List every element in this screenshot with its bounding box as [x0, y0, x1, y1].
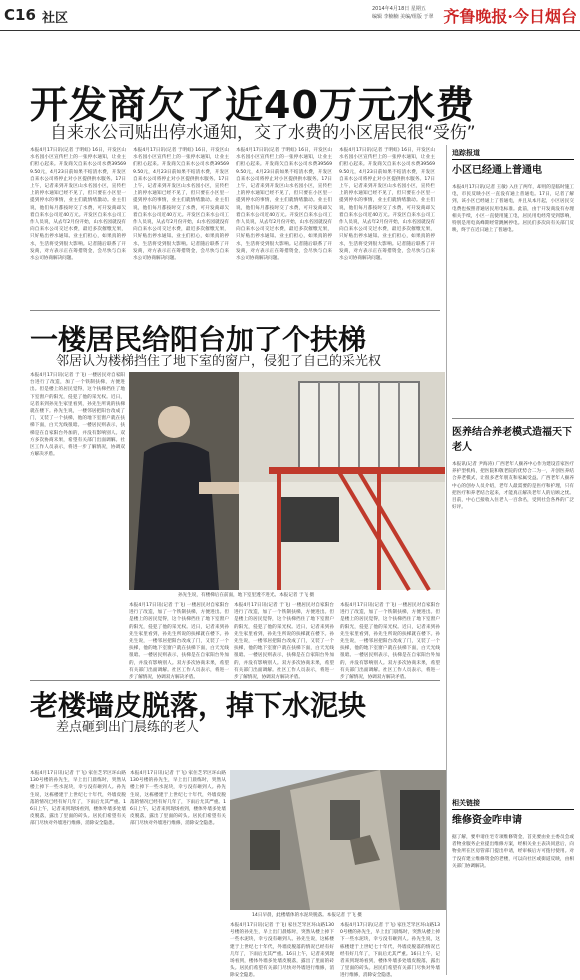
sidebar1 [452, 148, 574, 429]
story1-headline: 开发商欠了近40万元水费 [30, 83, 475, 127]
story2-body-col2: 本报4月17日讯(记者 于飞) 一楼居民对自家阳台进行了改造，加了一个铁制扶梯，方便进出。但是楼上的居民觉得，这个扶梯挡住了地下室窗户的阳光，侵犯了他的采光权。近日，记者来到孙先生家里看到，孙先生所说的扶梯就在楼下。孙先生说，一楼邻居把阳台改成了门，又装了一个扶梯，他的地下室窗户就在扶梯下面，白天光线很暗。一楼居民则表示，扶梯是在自家阳台外加的，并没有影响别人。双方多次协商未果，希望有关部门出面调解。社区工作人员表示，将进一步了解情况，协调双方解决矛盾。 [129, 603, 229, 681]
sidebar2-title: 医养结合养老模式造福天下老人 [452, 427, 572, 453]
story1-body-col4: 本报4月17日讯(记者 于明虹) 16日，开发区山水名园小区宣传栏上的一张停水通知，让业主们担心起来。开发商欠自来水公司水费395699.50元，4月23日前如果不结清水费，开发区自来水公司将停止对小区提供供水服务。17日上午，记者来到开发区山水名园小区，宣传栏上的停水通知已经不见了，但只要在小区里一提到停水的事情，业主们就情绪激动。业主们说，他们每月都按时交了水费，可开发商却欠着自来水公司近40万元。开发区自来水公司工作人员说，从去年2月份开始，山水名园就没有向自来水公司交过水费，最近多次催缴无果，只好贴出停水通知。业主们担心，如果真的停水，生活将受到很大影响。记者随后联系了开发商，对方表示正在筹措资金，会尽快与自来水公司协商解决问题。 [339, 148, 435, 262]
story2-body-col1: 本报4月17日讯(记者 于飞) 一楼居民对自家阳台进行了改造，加了一个铁制扶梯，方便进出。但是楼上的居民觉得，这个扶梯挡住了地下室窗户的阳光，侵犯了他的采光权。近日，记者来到孙先生家里看到，孙先生所说的扶梯就在楼下。孙先生说，一楼邻居把阳台改成了门，又装了一个扶梯，他的地下室窗户就在扶梯下面，白天光线很暗。一楼居民则表示，扶梯是在自家阳台外加的，并没有影响别人。双方多次协商未果，希望有关部门出面调解。社区工作人员表示，将进一步了解情况，协调双方解决矛盾。 [30, 373, 125, 458]
sidebar3-title: 维修资金咋申请 [452, 815, 522, 826]
section-name: 社区 [42, 11, 69, 26]
story1-body-col2: 本报4月17日讯(记者 于明虹) 16日，开发区山水名园小区宣传栏上的一张停水通知，让业主们担心起来。开发商欠自来水公司水费395699.50元，4月23日前如果不结清水费，开发区自来水公司将停止对小区提供供水服务。17日上午，记者来到开发区山水名园小区，宣传栏上的停水通知已经不见了，但只要在小区里一提到停水的事情，业主们就情绪激动。业主们说，他们每月都按时交了水费，可开发商却欠着自来水公司近40万元。开发区自来水公司工作人员说，从去年2月份开始，山水名园就没有向自来水公司交过水费，最近多次催缴无果，只好贴出停水通知。业主们担心，如果真的停水，生活将受到很大影响。记者随后联系了开发商，对方表示正在筹措资金，会尽快与自来水公司协商解决问题。 [133, 148, 229, 262]
story3-subhead: 差点砸到出门晨练的老人 [56, 720, 200, 735]
story3-photo [230, 770, 446, 910]
story2-caption: 孙先生说，有楼梯后在前面，地下室里透不进光。本报记者 于飞 摄 [178, 593, 315, 598]
date-line: 2014年4月18日 星期五 [372, 6, 426, 12]
sidebar2-rule [452, 418, 574, 419]
page-number: C16 [4, 6, 36, 24]
sidebar1-tag: 追踪报道 [452, 148, 574, 160]
story2-body-col4: 本报4月17日讯(记者 于飞) 一楼居民对自家阳台进行了改造，加了一个铁制扶梯，方便进出。但是楼上的居民觉得，这个扶梯挡住了地下室窗户的阳光，侵犯了他的采光权。近日，记者来到孙先生家里看到，孙先生所说的扶梯就在楼下。孙先生说，一楼邻居把阳台改成了门，又装了一个扶梯，他的地下室窗户就在扶梯下面，白天光线很暗。一楼居民则表示，扶梯是在自家阳台外加的，并没有影响别人。双方多次协商未果，希望有关部门出面调解。社区工作人员表示，将进一步了解情况，协调双方解决矛盾。 [340, 603, 440, 681]
story3-rule [30, 680, 440, 681]
sidebar3-body: 据了解，要申请住宅专项维修资金，首先要由业主委员会或者物业服务企业提出维修方案，经相关业主表决同意后，向物业所在区房管部门提出申请，经审核后方可拨付使用。对于没有建立维修资金的老楼，可以向社区或街道反映，由相关部门协调解决。 [452, 835, 574, 869]
sidebar3-tag: 相关链接 [452, 798, 574, 810]
column-divider [446, 145, 447, 975]
newspaper-logo: 齐鲁晚报·今日烟台 [443, 7, 577, 26]
sidebar1-title: 小区已经通上普通电 [452, 165, 542, 176]
sidebar2 [452, 425, 574, 746]
story3-body-col1: 本报4月17日讯(记者 于飞) 家住芝罘区环山路130号楼的孙先生，早上出门晨练时，突然从楼上掉下一些水泥块，幸亏没有砸到人。孙先生说，这栋楼建于上世纪七十年代，外墙皮脱落的情况已经有好几年了，下雨后尤其严重。16日上午，记者来到现场看到，楼体外墙多处墙皮脱落，露出了里面的砖头。居民们希望有关部门尽快对外墙进行维修，消除安全隐患。 [30, 771, 126, 827]
editor-line: 编辑 李楠楠 美编/组版 于翠 [372, 14, 434, 20]
sidebar2-body: 本报讯(记者 尹海涛) 广西老年人颐养中心作为建设首家医疗养护型机构，把医院和敬老院的优势合二为一，开创医养结合养老模式，让很多老年朋友和家属受益。广西老年人颐养中心的创办人员介绍，老年人最需要的是医疗和护理，只有把医疗和养老结合起来，才能真正解决老年人的后顾之忧。目前，中心已接收入住老人一百余名，受到社会各界的广泛好评。 [452, 462, 574, 511]
story2-subhead: 邻居认为楼梯挡住了地下室的窗户，侵犯了自己的采光权 [56, 354, 382, 369]
sidebar1-body: 本报4月17日讯(记者 王敏) 入住了两年，却用的是临时施工电，市民反映小区一直没有通上普通电。17日，记者了解到，该小区已经通上了普通电，并且从本月起，小区居民交电费也按照普通居民用电标准。此前，由于开发商没有办理相关手续，小区一直使用施工电，居民用电经常受到影响，特别是用电高峰期经常跳闸停电。居民们多次向有关部门反映，终于在近日通上了普通电。 [452, 185, 574, 234]
story3-caption: 14日早晨，此楼墙体的水泥块脱落。本报记者 于飞 摄 [252, 913, 362, 918]
story2-photo [129, 372, 445, 590]
sidebar3 [452, 798, 574, 964]
story2-rule [30, 310, 440, 311]
story1-body-col1: 本报4月17日讯(记者 于明虹) 16日，开发区山水名园小区宣传栏上的一张停水通知，让业主们担心起来。开发商欠自来水公司水费395699.50元，4月23日前如果不结清水费，开发区自来水公司将停止对小区提供供水服务。17日上午，记者来到开发区山水名园小区，宣传栏上的停水通知已经不见了，但只要在小区里一提到停水的事情，业主们就情绪激动。业主们说，他们每月都按时交了水费，可开发商却欠着自来水公司近40万元。开发区自来水公司工作人员说，从去年2月份开始，山水名园就没有向自来水公司交过水费，最近多次催缴无果，只好贴出停水通知。业主们担心，如果真的停水，生活将受到很大影响。记者随后联系了开发商，对方表示正在筹措资金，会尽快与自来水公司协商解决问题。 [30, 148, 126, 262]
story1-body-col3: 本报4月17日讯(记者 于明虹) 16日，开发区山水名园小区宣传栏上的一张停水通知，让业主们担心起来。开发商欠自来水公司水费395699.50元，4月23日前如果不结清水费，开发区自来水公司将停止对小区提供供水服务。17日上午，记者来到开发区山水名园小区，宣传栏上的停水通知已经不见了，但只要在小区里一提到停水的事情，业主们就情绪激动。业主们说，他们每月都按时交了水费，可开发商却欠着自来水公司近40万元。开发区自来水公司工作人员说，从去年2月份开始，山水名园就没有向自来水公司交过水费，最近多次催缴无果，只好贴出停水通知。业主们担心，如果真的停水，生活将受到很大影响。记者随后联系了开发商，对方表示正在筹措资金，会尽快与自来水公司协商解决问题。 [236, 148, 332, 262]
story3-body-col2: 本报4月17日讯(记者 于飞) 家住芝罘区环山路130号楼的孙先生，早上出门晨练时，突然从楼上掉下一些水泥块，幸亏没有砸到人。孙先生说，这栋楼建于上世纪七十年代，外墙皮脱落的情况已经有好几年了，下雨后尤其严重。16日上午，记者来到现场看到，楼体外墙多处墙皮脱落，露出了里面的砖头。居民们希望有关部门尽快对外墙进行维修，消除安全隐患。 [130, 771, 226, 827]
story3-body-col3: 本报4月17日讯(记者 于飞) 家住芝罘区环山路130号楼的孙先生，早上出门晨练时，突然从楼上掉下一些水泥块，幸亏没有砸到人。孙先生说，这栋楼建于上世纪七十年代，外墙皮脱落的情况已经有好几年了，下雨后尤其严重。16日上午，记者来到现场看到，楼体外墙多处墙皮脱落，露出了里面的砖头。居民们希望有关部门尽快对外墙进行维修，消除安全隐患。 [230, 923, 334, 979]
story3-headline: 老楼墙皮脱落，掉下水泥块 [30, 689, 367, 722]
story2-body-col3: 本报4月17日讯(记者 于飞) 一楼居民对自家阳台进行了改造，加了一个铁制扶梯，方便进出。但是楼上的居民觉得，这个扶梯挡住了地下室窗户的阳光，侵犯了他的采光权。近日，记者来到孙先生家里看到，孙先生所说的扶梯就在楼下。孙先生说，一楼邻居把阳台改成了门，又装了一个扶梯，他的地下室窗户就在扶梯下面，白天光线很暗。一楼居民则表示，扶梯是在自家阳台外加的，并没有影响别人。双方多次协商未果，希望有关部门出面调解。社区工作人员表示，将进一步了解情况，协调双方解决矛盾。 [234, 603, 334, 681]
story1-subhead: 自来水公司贴出停水通知，交了水费的小区居民很“受伤” [50, 123, 476, 143]
building-wall-photo [230, 770, 446, 910]
story3-body-col4: 本报4月17日讯(记者 于飞) 家住芝罘区环山路130号楼的孙先生，早上出门晨练时，突然从楼上掉下一些水泥块，幸亏没有砸到人。孙先生说，这栋楼建于上世纪七十年代，外墙皮脱落的情况已经有好几年了，下雨后尤其严重。16日上午，记者来到现场看到，楼体外墙多处墙皮脱落，露出了里面的砖头。居民们希望有关部门尽快对外墙进行维修，消除安全隐患。 [340, 923, 440, 979]
masthead-rule [0, 30, 580, 31]
stair-photo-illustration [129, 372, 445, 590]
story2-headline: 一楼居民给阳台加了个扶梯 [30, 323, 367, 356]
